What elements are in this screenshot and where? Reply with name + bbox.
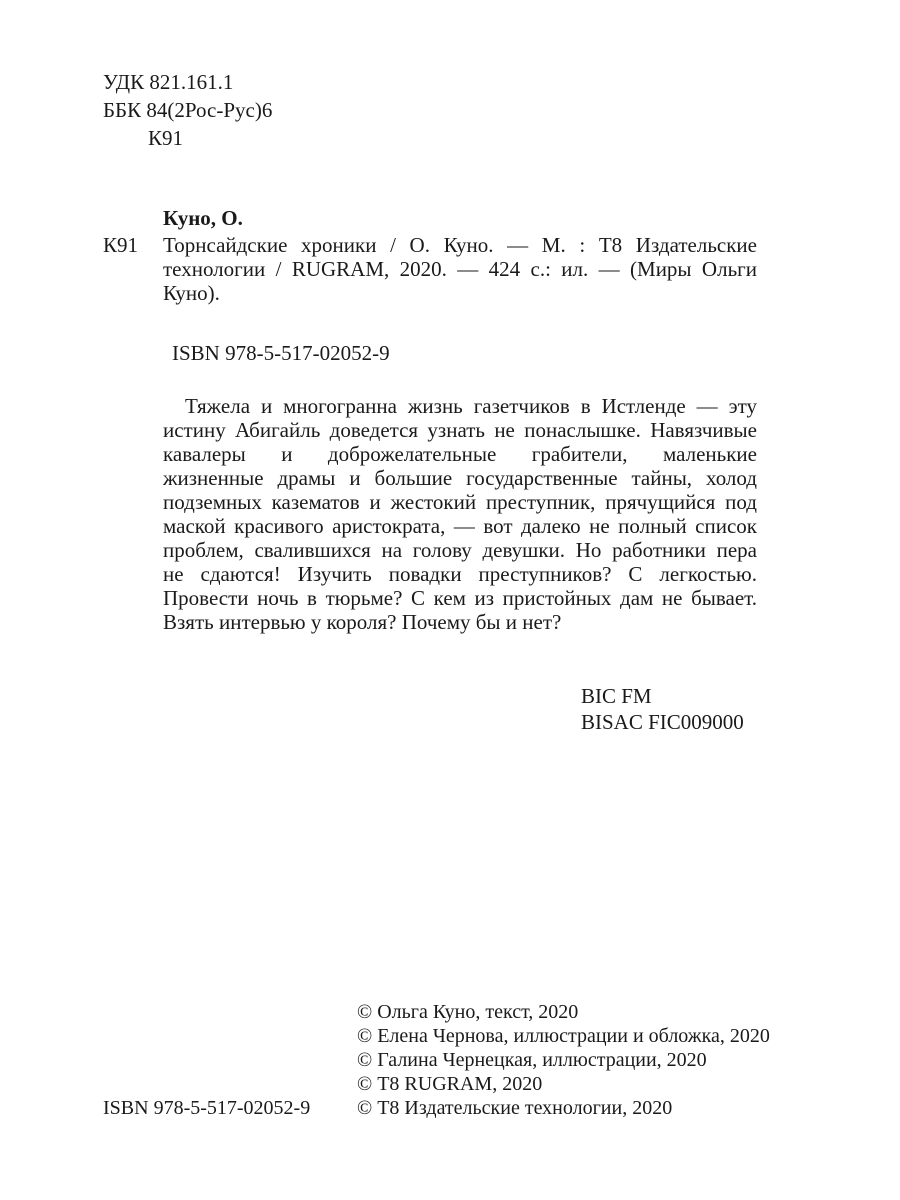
bbk-code: ББК 84(2Рос-Рус)6 bbox=[103, 98, 273, 122]
copyright-line: © Ольга Куно, текст, 2020 bbox=[357, 1001, 579, 1023]
bibliographic-line: Куно). bbox=[163, 281, 220, 305]
bisac-code: BISAC FIC009000 bbox=[581, 710, 744, 734]
annotation-line: жизненные драмы и большие государственные тайны, холод bbox=[163, 466, 757, 490]
author-sign-side: К91 bbox=[103, 233, 139, 257]
bibliographic-line: Торнсайдские хроники / О. Куно. — М. : Т8 Издательские bbox=[163, 233, 757, 257]
copyright-line: © Елена Чернова, иллюстрации и обложка, 2020 bbox=[357, 1025, 770, 1047]
isbn-bottom: ISBN 978-5-517-02052-9 bbox=[103, 1097, 311, 1119]
annotation-line: маской красивого аристократа, — вот далеко не полный список bbox=[163, 514, 757, 538]
annotation-line: Тяжела и многогранна жизнь газетчиков в Истленде — эту bbox=[185, 394, 757, 418]
annotation bbox=[163, 394, 757, 634]
copyright-line: © Галина Чернецкая, иллюстрации, 2020 bbox=[357, 1049, 707, 1071]
annotation-line: подземных казематов и жестокий преступник, прячущийся под bbox=[163, 490, 757, 514]
author-heading: Куно, О. bbox=[163, 206, 243, 230]
copyright-line: © Т8 RUGRAM, 2020 bbox=[357, 1073, 543, 1095]
annotation-line: истину Абигайль доведется узнать не понаслышке. Навязчивые bbox=[163, 418, 757, 442]
copyright-block bbox=[357, 1000, 770, 1120]
copyright-line: © Т8 Издательские технологии, 2020 bbox=[357, 1097, 673, 1119]
bibliographic-line: технологии / RUGRAM, 2020. — 424 с.: ил. — (Миры Ольги bbox=[163, 257, 757, 281]
annotation-line: Провести ночь в тюрьме? С кем из пристойных дам не бывает. bbox=[163, 586, 757, 610]
bic-code: BIC FM bbox=[581, 684, 652, 708]
author-sign-top: К91 bbox=[148, 126, 184, 150]
isbn-main: ISBN 978-5-517-02052-9 bbox=[172, 341, 390, 365]
annotation-line: не сдаются! Изучить повадки преступников? С легкостью. bbox=[163, 562, 757, 586]
annotation-line: Взять интервью у короля? Почему бы и нет? bbox=[163, 610, 562, 634]
annotation-line: кавалеры и доброжелательные грабители, маленькие bbox=[163, 442, 757, 466]
bibliographic-description bbox=[163, 233, 757, 305]
udk-code: УДК 821.161.1 bbox=[103, 70, 234, 94]
annotation-line: проблем, свалившихся на голову девушки. Но работники пера bbox=[163, 538, 757, 562]
